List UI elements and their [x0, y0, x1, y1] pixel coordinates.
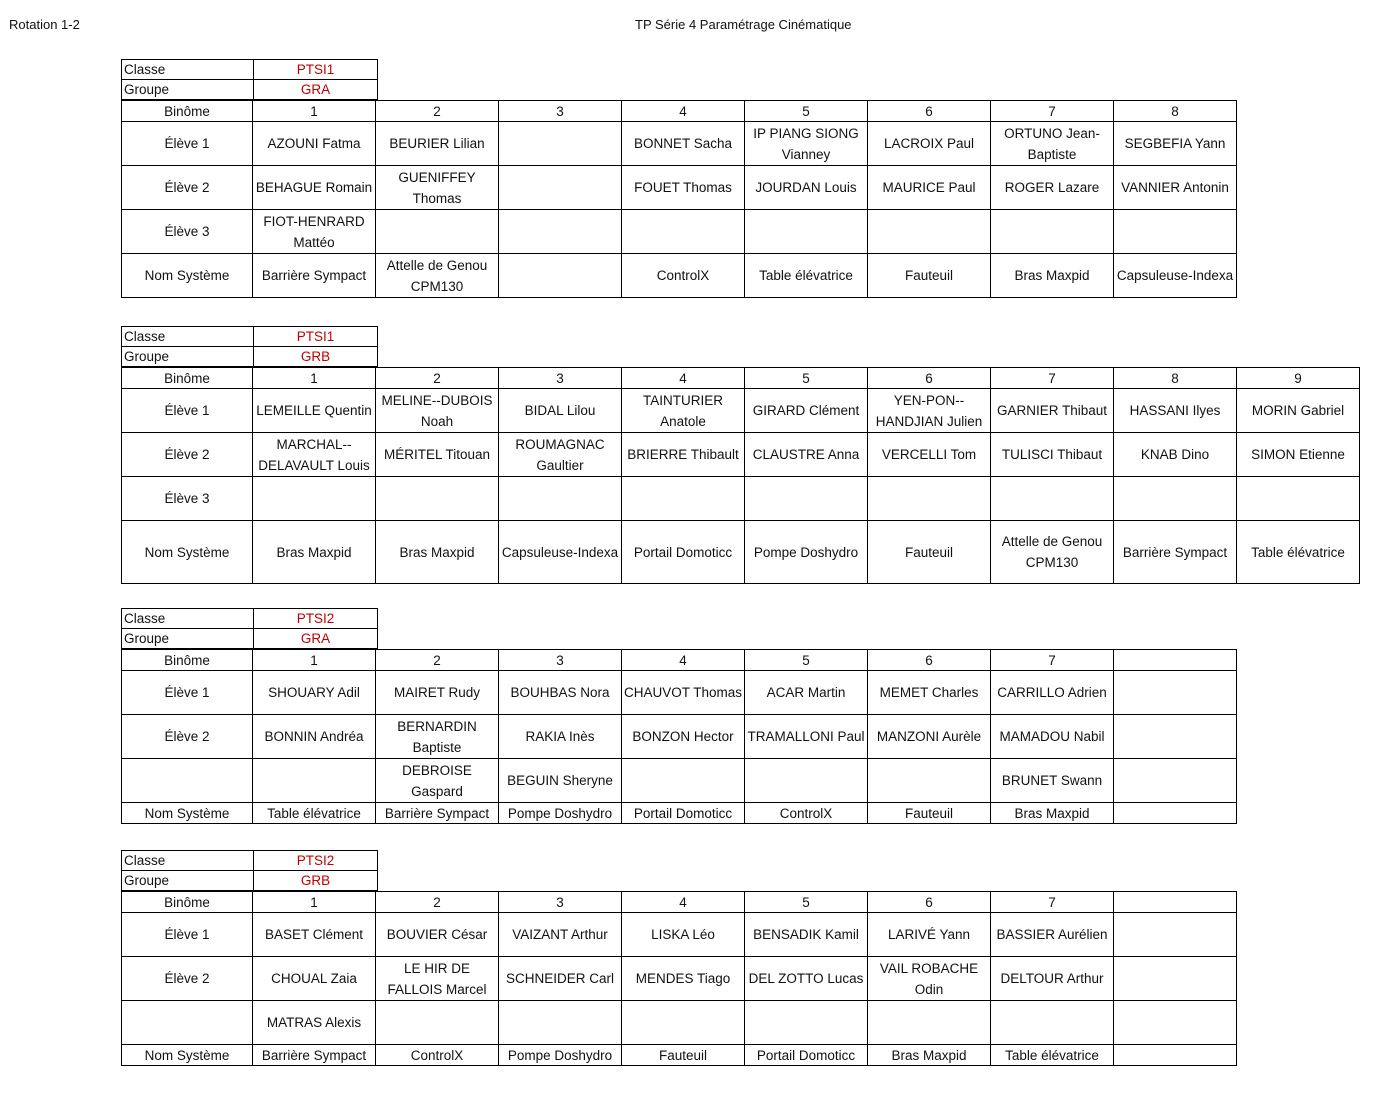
binome-number: 2	[376, 892, 499, 913]
system-name-cell: Table élévatrice	[991, 1045, 1114, 1066]
system-name-cell: Pompe Doshydro	[499, 803, 622, 824]
student-cell: AZOUNI Fatma	[253, 122, 376, 166]
student-cell: GARNIER Thibaut	[991, 389, 1114, 433]
class-info-table	[121, 326, 378, 367]
table-header-row	[122, 892, 1237, 913]
student-cell: BASSIER Aurélien	[991, 913, 1114, 957]
group-label: Groupe	[122, 871, 254, 891]
student-cell: BEHAGUE Romain	[253, 166, 376, 210]
system-name-cell: Fauteuil	[868, 254, 991, 298]
table-row	[122, 957, 1237, 1001]
binome-number: 1	[253, 892, 376, 913]
student-cell	[1237, 477, 1360, 521]
binome-number: 7	[991, 650, 1114, 671]
student-cell: BIDAL Lilou	[499, 389, 622, 433]
student-cell: VANNIER Antonin	[1114, 166, 1237, 210]
binome-number: 3	[499, 101, 622, 122]
system-name-cell: Barrière Sympact	[253, 254, 376, 298]
system-name-cell: ControlX	[622, 254, 745, 298]
class-value: PTSI1	[254, 60, 378, 80]
student-cell	[1114, 477, 1237, 521]
system-name-cell: Table élévatrice	[745, 254, 868, 298]
binome-number	[1114, 650, 1237, 671]
student-cell: BONNIN Andréa	[253, 715, 376, 759]
binome-header: Binôme	[122, 101, 253, 122]
row-label: Nom Système	[122, 521, 253, 584]
student-cell	[376, 210, 499, 254]
system-name-cell: Bras Maxpid	[376, 521, 499, 584]
class-label: Classe	[122, 327, 254, 347]
binome-number: 2	[376, 650, 499, 671]
student-cell	[1114, 210, 1237, 254]
table-row	[122, 521, 1360, 584]
row-label: Nom Système	[122, 254, 253, 298]
binome-number: 4	[622, 892, 745, 913]
row-label: Élève 2	[122, 715, 253, 759]
student-cell	[622, 477, 745, 521]
binome-header: Binôme	[122, 368, 253, 389]
class-label: Classe	[122, 609, 254, 629]
binome-number: 6	[868, 101, 991, 122]
system-name-cell: Bras Maxpid	[868, 1045, 991, 1066]
page-title: TP Série 4 Paramétrage Cinématique	[635, 17, 852, 32]
student-cell: GUENIFFEY Thomas	[376, 166, 499, 210]
student-cell: FOUET Thomas	[622, 166, 745, 210]
system-name-cell: Attelle de Genou CPM130	[991, 521, 1114, 584]
table-row	[122, 254, 1237, 298]
system-name-cell: Bras Maxpid	[253, 521, 376, 584]
table-row	[122, 803, 1237, 824]
student-cell	[745, 477, 868, 521]
class-label: Classe	[122, 851, 254, 871]
group-value: GRB	[254, 871, 378, 891]
binome-number: 6	[868, 892, 991, 913]
student-cell: DEL ZOTTO Lucas	[745, 957, 868, 1001]
binome-number: 1	[253, 650, 376, 671]
system-name-cell: Table élévatrice	[1237, 521, 1360, 584]
group-value: GRA	[254, 80, 378, 100]
student-cell: GIRARD Clément	[745, 389, 868, 433]
student-cell	[868, 759, 991, 803]
student-cell	[499, 122, 622, 166]
binome-number: 4	[622, 368, 745, 389]
binome-number: 8	[1114, 368, 1237, 389]
binome-number: 4	[622, 650, 745, 671]
student-cell: LE HIR DE FALLOIS Marcel	[376, 957, 499, 1001]
student-cell	[376, 477, 499, 521]
class-info-table	[121, 59, 378, 100]
table-header-row	[122, 650, 1237, 671]
table-row	[122, 389, 1360, 433]
table-row	[122, 671, 1237, 715]
student-cell: TAINTURIER Anatole	[622, 389, 745, 433]
binome-number: 5	[745, 101, 868, 122]
binome-number: 7	[991, 368, 1114, 389]
student-cell: ACAR Martin	[745, 671, 868, 715]
binome-table	[121, 100, 1237, 298]
binome-number: 3	[499, 368, 622, 389]
row-label: Élève 1	[122, 122, 253, 166]
student-cell: IP PIANG SIONG Vianney	[745, 122, 868, 166]
student-cell: MORIN Gabriel	[1237, 389, 1360, 433]
student-cell: RAKIA Inès	[499, 715, 622, 759]
student-cell: KNAB Dino	[1114, 433, 1237, 477]
student-cell: BOUHBAS Nora	[499, 671, 622, 715]
table-header-row	[122, 101, 1237, 122]
student-cell	[622, 1001, 745, 1045]
row-label: Élève 3	[122, 477, 253, 521]
student-cell: VAIZANT Arthur	[499, 913, 622, 957]
table-row	[122, 122, 1237, 166]
row-label	[122, 759, 253, 803]
binome-number: 3	[499, 892, 622, 913]
table-row	[122, 1001, 1237, 1045]
binome-number: 9	[1237, 368, 1360, 389]
student-cell	[1114, 759, 1237, 803]
class-info-table	[121, 608, 378, 649]
student-cell	[622, 210, 745, 254]
row-label: Élève 1	[122, 389, 253, 433]
student-cell: MAURICE Paul	[868, 166, 991, 210]
binome-number: 6	[868, 650, 991, 671]
student-cell: MANZONI Aurèle	[868, 715, 991, 759]
system-name-cell: Fauteuil	[868, 803, 991, 824]
row-label: Élève 2	[122, 957, 253, 1001]
system-name-cell	[1114, 803, 1237, 824]
row-label: Élève 3	[122, 210, 253, 254]
system-name-cell	[1114, 1045, 1237, 1066]
student-cell: BRUNET Swann	[991, 759, 1114, 803]
binome-number: 7	[991, 892, 1114, 913]
student-cell: CHOUAL Zaia	[253, 957, 376, 1001]
binome-number	[1114, 892, 1237, 913]
system-name-cell: ControlX	[745, 803, 868, 824]
class-value: PTSI1	[254, 327, 378, 347]
student-cell: FIOT-HENRARD Mattéo	[253, 210, 376, 254]
binome-table	[121, 649, 1237, 824]
student-cell: MAMADOU Nabil	[991, 715, 1114, 759]
student-cell	[1114, 715, 1237, 759]
binome-number: 8	[1114, 101, 1237, 122]
student-cell: SCHNEIDER Carl	[499, 957, 622, 1001]
student-cell: MAIRET Rudy	[376, 671, 499, 715]
student-cell	[991, 210, 1114, 254]
rotation-label: Rotation 1-2	[9, 17, 80, 32]
system-name-cell: Fauteuil	[868, 521, 991, 584]
student-cell	[868, 210, 991, 254]
student-cell	[253, 477, 376, 521]
student-cell: JOURDAN Louis	[745, 166, 868, 210]
student-cell	[991, 1001, 1114, 1045]
student-cell: YEN-PON--HANDJIAN Julien	[868, 389, 991, 433]
class-value: PTSI2	[254, 851, 378, 871]
table-row	[122, 1045, 1237, 1066]
student-cell: LARIVÉ Yann	[868, 913, 991, 957]
binome-header: Binôme	[122, 892, 253, 913]
class-label: Classe	[122, 60, 254, 80]
group-block	[121, 850, 1237, 1066]
student-cell: CHAUVOT Thomas	[622, 671, 745, 715]
system-name-cell: Pompe Doshydro	[499, 1045, 622, 1066]
student-cell: BEGUIN Sheryne	[499, 759, 622, 803]
table-row	[122, 759, 1237, 803]
student-cell: BERNARDIN Baptiste	[376, 715, 499, 759]
binome-table	[121, 891, 1237, 1066]
student-cell: SIMON Etienne	[1237, 433, 1360, 477]
table-row	[122, 166, 1237, 210]
student-cell: LACROIX Paul	[868, 122, 991, 166]
student-cell: CLAUSTRE Anna	[745, 433, 868, 477]
table-row	[122, 913, 1237, 957]
group-label: Groupe	[122, 629, 254, 649]
student-cell	[499, 1001, 622, 1045]
binome-header: Binôme	[122, 650, 253, 671]
student-cell	[745, 1001, 868, 1045]
student-cell: CARRILLO Adrien	[991, 671, 1114, 715]
binome-number: 2	[376, 101, 499, 122]
row-label: Élève 2	[122, 433, 253, 477]
system-name-cell: Bras Maxpid	[991, 254, 1114, 298]
group-value: GRB	[254, 347, 378, 367]
group-block	[121, 326, 1360, 584]
binome-number: 2	[376, 368, 499, 389]
student-cell: HASSANI Ilyes	[1114, 389, 1237, 433]
student-cell: LISKA Léo	[622, 913, 745, 957]
student-cell: SEGBEFIA Yann	[1114, 122, 1237, 166]
student-cell: MARCHAL--DELAVAULT Louis	[253, 433, 376, 477]
binome-table	[121, 367, 1360, 584]
student-cell: DEBROISE Gaspard	[376, 759, 499, 803]
class-value: PTSI2	[254, 609, 378, 629]
student-cell: TULISCI Thibaut	[991, 433, 1114, 477]
class-info-table	[121, 850, 378, 891]
student-cell	[253, 759, 376, 803]
system-name-cell: Fauteuil	[622, 1045, 745, 1066]
group-label: Groupe	[122, 80, 254, 100]
student-cell	[1114, 671, 1237, 715]
student-cell: VERCELLI Tom	[868, 433, 991, 477]
student-cell	[1114, 957, 1237, 1001]
group-label: Groupe	[122, 347, 254, 367]
row-label: Élève 2	[122, 166, 253, 210]
student-cell: SHOUARY Adil	[253, 671, 376, 715]
binome-number: 7	[991, 101, 1114, 122]
student-cell: BONNET Sacha	[622, 122, 745, 166]
group-block	[121, 59, 1237, 298]
table-row	[122, 715, 1237, 759]
student-cell: BASET Clément	[253, 913, 376, 957]
student-cell: ROUMAGNAC Gaultier	[499, 433, 622, 477]
student-cell	[868, 1001, 991, 1045]
row-label: Élève 1	[122, 671, 253, 715]
student-cell: BENSADIK Kamil	[745, 913, 868, 957]
student-cell: MENDES Tiago	[622, 957, 745, 1001]
student-cell	[991, 477, 1114, 521]
student-cell	[868, 477, 991, 521]
system-name-cell: Barrière Sympact	[376, 803, 499, 824]
system-name-cell: Capsuleuse-Indexa	[1114, 254, 1237, 298]
system-name-cell: ControlX	[376, 1045, 499, 1066]
binome-number: 6	[868, 368, 991, 389]
student-cell: MELINE--DUBOIS Noah	[376, 389, 499, 433]
student-cell: MEMET Charles	[868, 671, 991, 715]
table-row	[122, 433, 1360, 477]
system-name-cell: Barrière Sympact	[253, 1045, 376, 1066]
student-cell	[499, 477, 622, 521]
binome-number: 1	[253, 101, 376, 122]
table-row	[122, 477, 1360, 521]
system-name-cell: Portail Domoticc	[622, 521, 745, 584]
system-name-cell	[499, 254, 622, 298]
row-label: Élève 1	[122, 913, 253, 957]
system-name-cell: Barrière Sympact	[1114, 521, 1237, 584]
system-name-cell: Attelle de Genou CPM130	[376, 254, 499, 298]
group-block	[121, 608, 1237, 824]
student-cell	[1114, 913, 1237, 957]
row-label: Nom Système	[122, 803, 253, 824]
student-cell: BOUVIER César	[376, 913, 499, 957]
row-label	[122, 1001, 253, 1045]
student-cell	[745, 759, 868, 803]
student-cell: TRAMALLONI Paul	[745, 715, 868, 759]
binome-number: 5	[745, 368, 868, 389]
student-cell: LEMEILLE Quentin	[253, 389, 376, 433]
group-value: GRA	[254, 629, 378, 649]
binome-number: 3	[499, 650, 622, 671]
student-cell	[376, 1001, 499, 1045]
student-cell	[622, 759, 745, 803]
student-cell	[499, 210, 622, 254]
student-cell	[499, 166, 622, 210]
student-cell: BRIERRE Thibault	[622, 433, 745, 477]
binome-number: 4	[622, 101, 745, 122]
system-name-cell: Pompe Doshydro	[745, 521, 868, 584]
student-cell	[1114, 1001, 1237, 1045]
system-name-cell: Portail Domoticc	[622, 803, 745, 824]
student-cell: BEURIER Lilian	[376, 122, 499, 166]
student-cell: ROGER Lazare	[991, 166, 1114, 210]
table-row	[122, 210, 1237, 254]
student-cell: ORTUNO Jean-Baptiste	[991, 122, 1114, 166]
student-cell: VAIL ROBACHE Odin	[868, 957, 991, 1001]
system-name-cell: Portail Domoticc	[745, 1045, 868, 1066]
student-cell: MÉRITEL Titouan	[376, 433, 499, 477]
student-cell: BONZON Hector	[622, 715, 745, 759]
system-name-cell: Table élévatrice	[253, 803, 376, 824]
binome-number: 5	[745, 650, 868, 671]
student-cell: DELTOUR Arthur	[991, 957, 1114, 1001]
student-cell: MATRAS Alexis	[253, 1001, 376, 1045]
system-name-cell: Capsuleuse-Indexa	[499, 521, 622, 584]
row-label: Nom Système	[122, 1045, 253, 1066]
binome-number: 5	[745, 892, 868, 913]
system-name-cell: Bras Maxpid	[991, 803, 1114, 824]
binome-number: 1	[253, 368, 376, 389]
table-header-row	[122, 368, 1360, 389]
student-cell	[745, 210, 868, 254]
